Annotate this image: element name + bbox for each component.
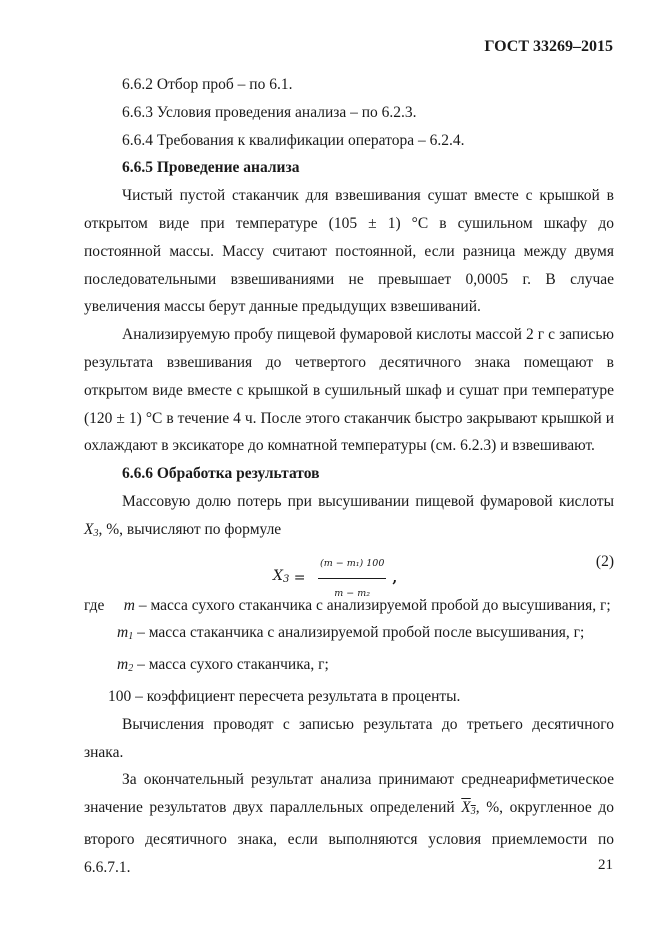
formula-lhs: $X_3$ xyxy=(273,568,290,586)
final-result-tail: , %, округленное до второго десятичного знака, если выполняются условия приемлемости по 6.6.7.1. xyxy=(84,799,615,876)
paragraph-6-6-2: 6.6.2 Отбор проб – по 6.1. xyxy=(122,76,293,93)
where-item-m1 xyxy=(84,619,614,651)
page-body xyxy=(84,71,614,882)
where-item-100: 100 – коэффициент пересчета результата в проценты. xyxy=(108,687,461,705)
formula-equals: = xyxy=(289,569,310,586)
formula-intro-tail: , %, вычисляют по формуле xyxy=(98,520,282,538)
formula-numerator: (m − m₁) 100 xyxy=(318,550,386,580)
formula-fraction xyxy=(318,550,386,609)
where-m2-text: – масса сухого стаканчика, г; xyxy=(133,656,329,674)
paragraph-final-result xyxy=(84,766,614,881)
document-code: ГОСТ 33269–2015 xyxy=(484,38,613,55)
symbol-m: m xyxy=(123,596,135,614)
symbol-m1: $m_1$ xyxy=(117,624,134,643)
where-m-text: – масса сухого стаканчика с анализируемой пробой до высушивания, г; xyxy=(134,596,611,614)
heading-6-6-6: 6.6.6 Обработка результатов xyxy=(122,465,320,483)
paragraph-6-6-3: 6.6.3 Условия проведения анализа – по 6.2.3. xyxy=(122,103,417,121)
page-number: 21 xyxy=(598,857,613,873)
paragraph-6-6-4: 6.6.4 Требования к квалификации оператора – 6.2.4. xyxy=(122,131,465,149)
symbol-x3-mean: $X_3$ xyxy=(461,799,476,818)
symbol-m2: $m_2$ xyxy=(117,656,134,675)
formula-intro-text: Массовую долю потерь при высушивании пищевой фумаровой кислоты xyxy=(122,492,614,510)
paragraph-drying-procedure: Чистый пустой стаканчик для взвешивания сушат вместе с крышкой в открытом виде при температуре (105 ± 1) °C в сушильном шкафу до постоянной массы. Массу считают постоянной, если разница между двумя последовательными взвешиваниями не превышает 0,0005 г. В случае увеличения массы берут данные предыдущих взвешиваний. xyxy=(84,187,614,316)
formula-comma: , xyxy=(392,569,398,586)
symbol-x3: $X_3$ xyxy=(84,520,99,539)
where-word: где xyxy=(84,596,105,614)
where-m1-text: – масса стаканчика с анализируемой пробой после высушивания, г; xyxy=(133,624,585,642)
heading-6-6-5: 6.6.5 Проведение анализа xyxy=(122,159,300,177)
paragraph-calculation-precision: Вычисления проводят с записью результата до третьего десятичного знака. xyxy=(84,715,614,761)
paragraph-formula-intro xyxy=(84,488,614,548)
formula xyxy=(273,550,397,609)
final-result-text: За окончательный результат анализа принимают среднеарифметическое значение результатов двух параллельных определений xyxy=(84,771,614,817)
paragraph-sample-analysis: Анализируемую пробу пищевой фумаровой кислоты массой 2 г с записью результата взвешивания до четвертого десятичного знака помещают в открытом виде вместе с крышкой в сушильный шкаф и сушат при температуре (120 ± 1) °C в течение 4 ч. После этого стаканчик быстро закрывают крышкой и охлаждают в эксикаторе до комнатной температуры (см. 6.2.3) и взвешивают. xyxy=(84,326,614,455)
equation-number: (2) xyxy=(595,552,614,570)
formula-denominator: m − m₂ xyxy=(334,588,371,600)
where-item-m2 xyxy=(84,651,614,683)
formula-block xyxy=(84,548,614,600)
